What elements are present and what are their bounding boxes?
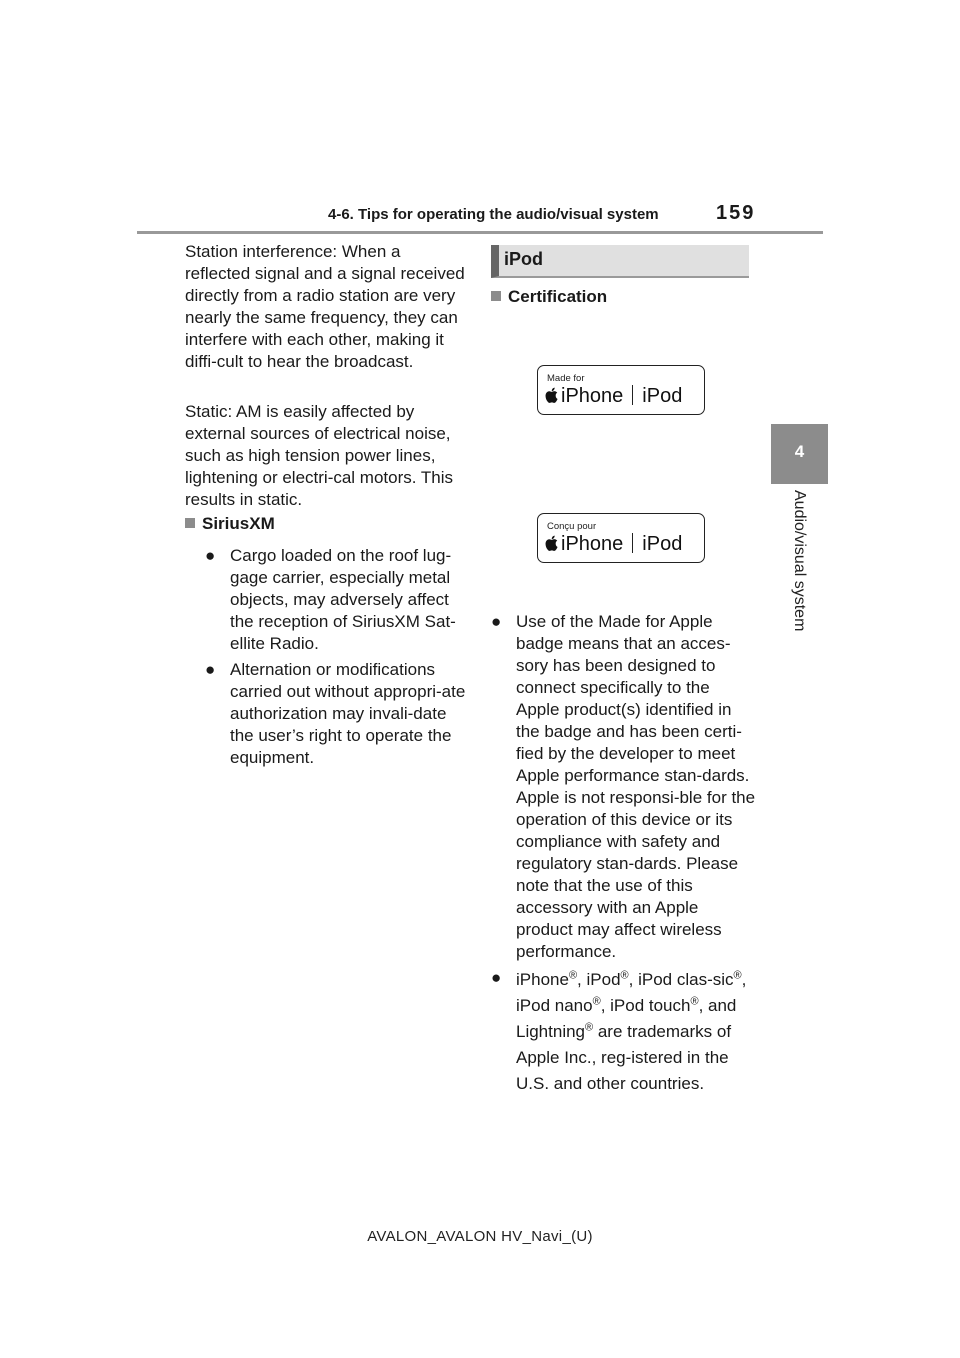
badge-caption: Conçu pour (547, 521, 597, 532)
badge-ipod-text: iPod (642, 385, 683, 407)
page-number: 159 (716, 202, 756, 224)
apple-logo-icon (545, 387, 558, 403)
registered-mark: ® (568, 969, 578, 982)
square-bullet-icon (185, 518, 195, 528)
registered-mark: ® (620, 969, 629, 982)
chapter-number: 4 (794, 442, 805, 461)
registered-mark: ® (592, 995, 601, 1008)
trademark-text (516, 967, 756, 1097)
badge-caption: Made for (547, 373, 585, 384)
apple-logo-icon (545, 535, 558, 551)
chapter-label (790, 490, 810, 650)
chapter-label-text: Audio/visual system (791, 490, 808, 632)
badge-iphone-text: iPhone (561, 533, 624, 555)
made-for-iphone-ipod-badge (537, 365, 705, 415)
concu-pour-iphone-ipod-badge (537, 513, 705, 563)
trademark-part: , iPod nano (516, 970, 747, 1015)
registered-mark: ® (690, 995, 699, 1008)
badge-iphone-text: iPhone (561, 385, 624, 407)
trademark-part: , and Lightning (516, 996, 737, 1041)
header-divider (137, 231, 823, 234)
bullet-icon: ● (491, 968, 502, 987)
certification-heading-text: Certification (508, 287, 608, 306)
trademark-part: iPhone (516, 970, 569, 989)
list-item (205, 545, 475, 655)
trademark-part: , iPod clas-sic (628, 970, 734, 989)
list-item-text: Cargo loaded on the roof lug-gage carrier, especially metal objects, may adversely affect the reception of SiriusXM Sat-ellite Radio. (230, 546, 456, 653)
list-item (205, 659, 475, 769)
station-interference-paragraph: Station interference: When a reflected signal and a signal received directly from a radio station are very nearly the same frequency, they can interfere with each other, making it diffi-cult to hear the broadcast. (185, 242, 465, 371)
list-item-text: Use of the Made for Apple badge means that an acces-sory has been designed to connect specifically to the Apple product(s) identified in the badge and has been certi-fied by the developer to meet Apple performance stan-dards. Apple is not responsi-ble for the operation of this device or its compliance with safety and regulatory stan-dards. Please note that the use of this accessory with an Apple product may affect wireless performance. (516, 612, 756, 961)
static-paragraph: Static: AM is easily affected by external sources of electrical noise, such as high tension power lines, lightening or electri-cal motors. This results in static. (185, 402, 454, 509)
square-bullet-icon (491, 291, 501, 301)
trademark-part: , iPod (577, 970, 621, 989)
list-item (491, 611, 756, 961)
registered-mark: ® (585, 1021, 594, 1034)
badge-separator (632, 533, 633, 553)
badge-ipod-text: iPod (642, 533, 683, 555)
bullet-icon: ● (205, 660, 216, 679)
badge-separator (632, 385, 633, 405)
certification-heading (491, 286, 607, 308)
siriusxm-heading (185, 513, 275, 535)
section-title: 4-6. Tips for operating the audio/visual system (328, 206, 659, 223)
footer-model-code: AVALON_AVALON HV_Navi_(U) (367, 1228, 593, 1245)
trademark-part: , iPod touch (600, 996, 691, 1015)
bullet-icon: ● (205, 546, 216, 565)
list-item (491, 967, 751, 1117)
trademark-part: are trademarks of Apple Inc., reg-istered in the U.S. and other countries. (516, 1022, 732, 1093)
ipod-section-heading-text: iPod (504, 249, 543, 269)
registered-mark: ® (733, 969, 742, 982)
ipod-section-heading (491, 245, 749, 278)
siriusxm-heading-text: SiriusXM (202, 514, 275, 533)
bullet-icon: ● (491, 612, 502, 631)
list-item-text: Alternation or modifications carried out without appropri-ate authorization may invali-date the user’s right to operate the equipment. (230, 660, 466, 767)
